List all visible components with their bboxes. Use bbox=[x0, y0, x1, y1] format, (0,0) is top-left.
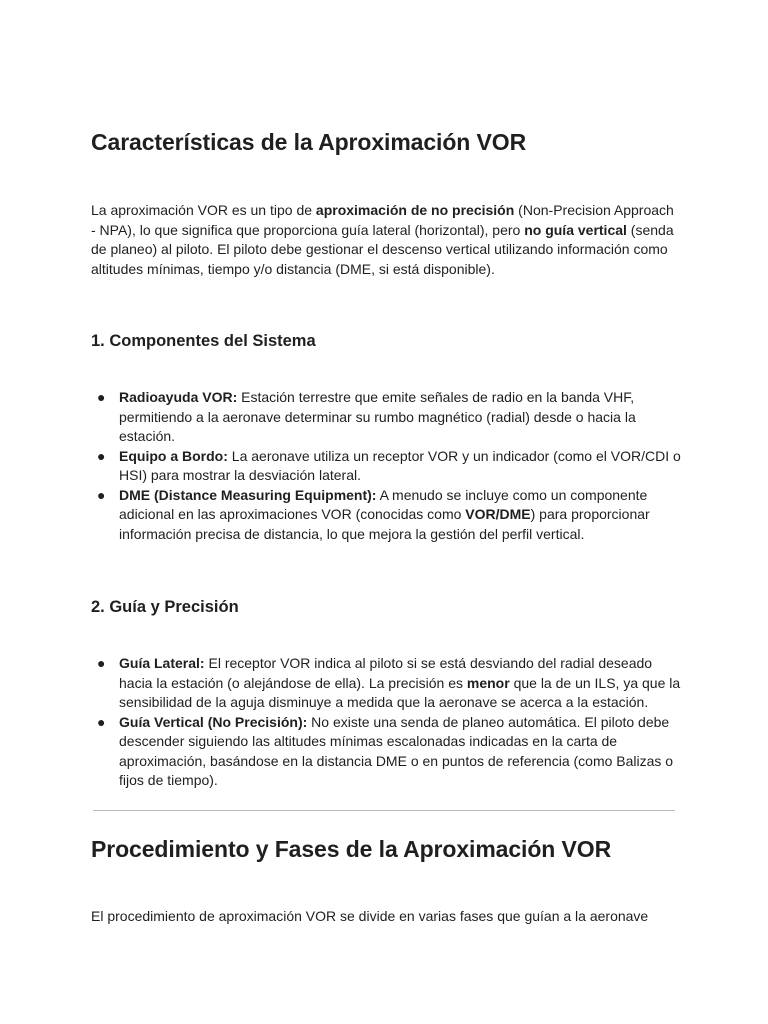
bullet-icon: ● bbox=[97, 486, 106, 503]
page-title: Características de la Aproximación VOR bbox=[91, 129, 527, 155]
item-text: A menudo se incluye como un componente adicional en las aproximaciones VOR (conocidas como bbox=[119, 486, 648, 522]
item-bold: Radioayuda VOR: bbox=[119, 389, 238, 405]
intro-text-3: (senda de planeo) al piloto. El piloto debe gestionar el descenso vertical utilizando información como altitudes mínimas, tiempo y/o distancia (DME, si está disponible). bbox=[91, 221, 674, 277]
list-item bbox=[91, 388, 681, 447]
list-item bbox=[91, 654, 681, 713]
item-bold: DME (Distance Measuring Equipment): bbox=[119, 486, 377, 503]
item-text: No existe una senda de planeo automática. El piloto debe descender siguiendo las altitudes mínimas escalonadas indicadas en la carta de aproximación, basándose en la distancia DME o en puntos de referencia (como Balizas o fijos de tiempo). bbox=[119, 713, 674, 788]
item-bold-2: menor bbox=[466, 674, 510, 691]
item-text: La aeronave utiliza un receptor VOR y un indicador (como el VOR/CDI o HSI) para mostrar la desviación lateral. bbox=[119, 447, 681, 483]
item-text: El receptor VOR indica al piloto si se está desviando del radial deseado hacia la estación (o alejándose de ella). La precisión es bbox=[119, 655, 653, 691]
item-bold-2: VOR/DME bbox=[465, 506, 531, 522]
bullet-icon: ● bbox=[97, 655, 106, 671]
guidance-list bbox=[91, 654, 681, 791]
item-text-2: que la de un ILS, ya que la sensibilidad de la aguja disminuye a medida que la aeronave se acerca a la estación. bbox=[119, 674, 681, 710]
horizontal-divider bbox=[93, 810, 675, 811]
list-item bbox=[91, 486, 681, 545]
section-title-procedure: Procedimiento y Fases de la Aproximación VOR bbox=[91, 836, 612, 862]
list-item bbox=[91, 713, 681, 791]
components-list bbox=[91, 388, 681, 544]
item-text-2: ) para proporcionar información precisa de distancia, lo que mejora la gestión del perfil vertical. bbox=[119, 506, 650, 542]
intro-paragraph bbox=[91, 201, 681, 279]
item-bold: Guía Vertical (No Precisión): bbox=[119, 713, 308, 730]
bullet-icon: ● bbox=[97, 447, 106, 464]
intro-text-2: (Non-Precision Approach - NPA), lo que significa que proporciona guía lateral (horizontal), pero bbox=[91, 202, 674, 238]
section-heading-guidance: 2. Guía y Precisión bbox=[91, 598, 239, 616]
procedure-paragraph: El procedimiento de aproximación VOR se divide en varias fases que guían a la aeronave bbox=[91, 908, 649, 924]
item-text: Estación terrestre que emite señales de radio en la banda VHF, permitiendo a la aeronave determinar su rumbo magnético (radial) desde o hacia la estación. bbox=[119, 389, 636, 444]
intro-text-1: La aproximación VOR es un tipo de bbox=[91, 202, 316, 218]
intro-bold-1: aproximación de no precisión bbox=[315, 202, 515, 218]
bullet-icon: ● bbox=[97, 389, 106, 405]
item-bold: Equipo a Bordo: bbox=[119, 447, 228, 464]
intro-bold-2: no guía vertical bbox=[524, 221, 627, 238]
bullet-icon: ● bbox=[97, 713, 106, 730]
list-item bbox=[91, 447, 681, 486]
item-bold: Guía Lateral: bbox=[119, 655, 205, 671]
section-heading-components: 1. Componentes del Sistema bbox=[91, 332, 316, 350]
